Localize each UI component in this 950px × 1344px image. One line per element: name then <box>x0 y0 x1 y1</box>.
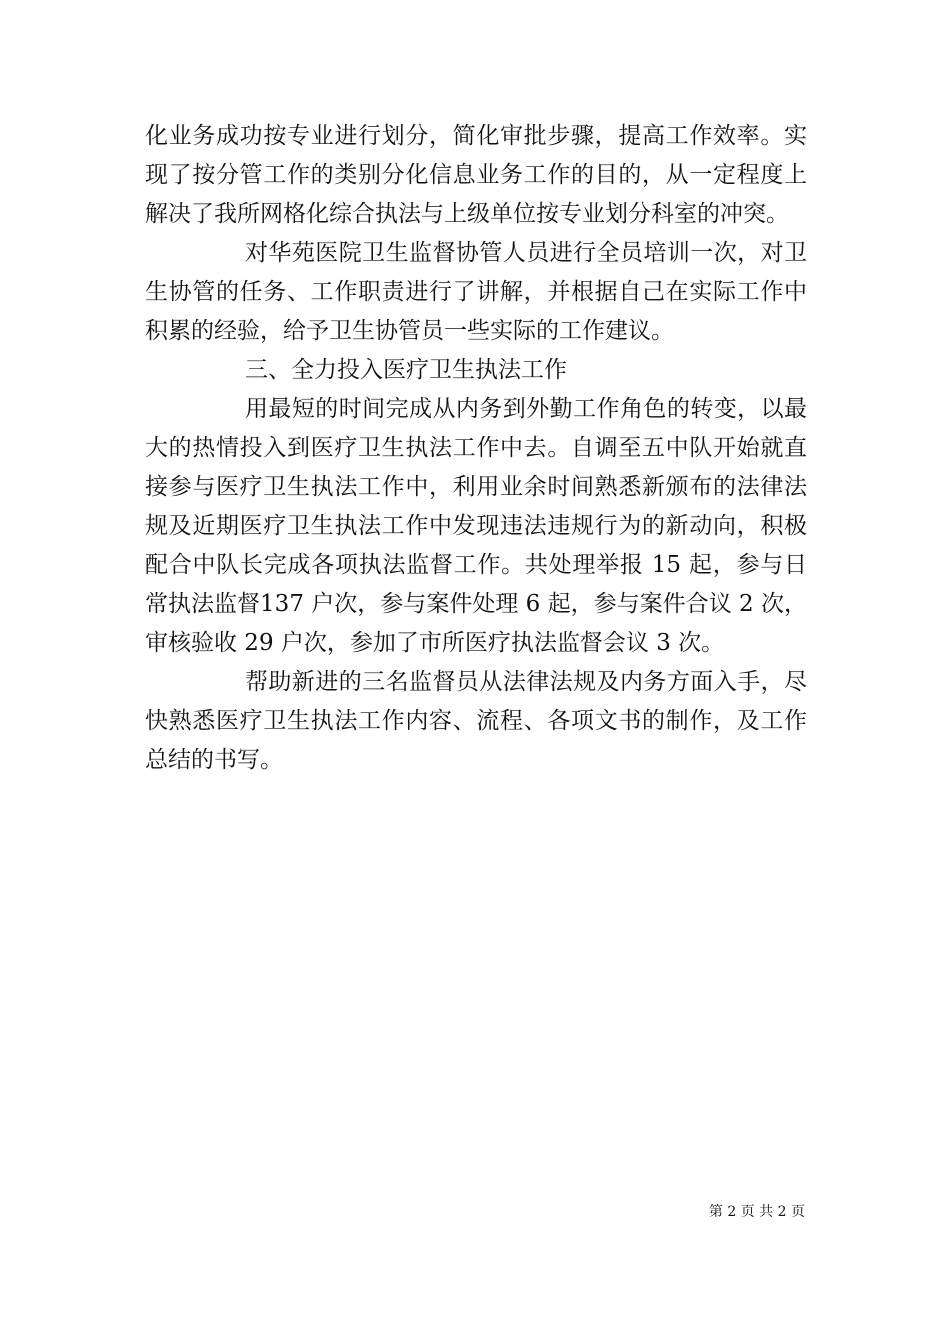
paragraph-enforcement-work: 用最短的时间完成从内务到外勤工作角色的转变，以最大的热情投入到医疗卫生执法工作中去。自调至五中队开始就直接参与医疗卫生执法工作中，利用业余时间熟悉新颁布的法律法规及近期医疗卫生执法工作中发现违法违规行为的新动向，积极配合中队长完成各项执法监督工作。共处理举报 15 起，参与日常执法监督137 户次，参与案件处理 6 起，参与案件合议 2 次，审核验收 29 户次，参加了市所医疗执法监督会议 3 次。 <box>145 396 807 656</box>
paragraph-mentoring: 帮助新进的三名监督员从法律法规及内务方面入手，尽快熟悉医疗卫生执法工作内容、流程、各项文书的制作，及工作总结的书写。 <box>145 669 807 773</box>
section-heading-enforcement: 三、全力投入医疗卫生执法工作 <box>245 357 567 383</box>
page-number-footer: 第 2 页 共 2 页 <box>708 1204 805 1220</box>
document-body <box>145 117 807 780</box>
paragraph-work-division: 化业务成功按专业进行划分，简化审批步骤，提高工作效率。实现了按分管工作的类别分化信息业务工作的目的，从一定程度上解决了我所网格化综合执法与上级单位按专业划分科室的冲突。 <box>145 123 807 227</box>
paragraph-training: 对华苑医院卫生监督协管人员进行全员培训一次，对卫生协管的任务、工作职责进行了讲解，并根据自己在实际工作中积累的经验，给予卫生协管员一些实际的工作建议。 <box>145 240 807 344</box>
